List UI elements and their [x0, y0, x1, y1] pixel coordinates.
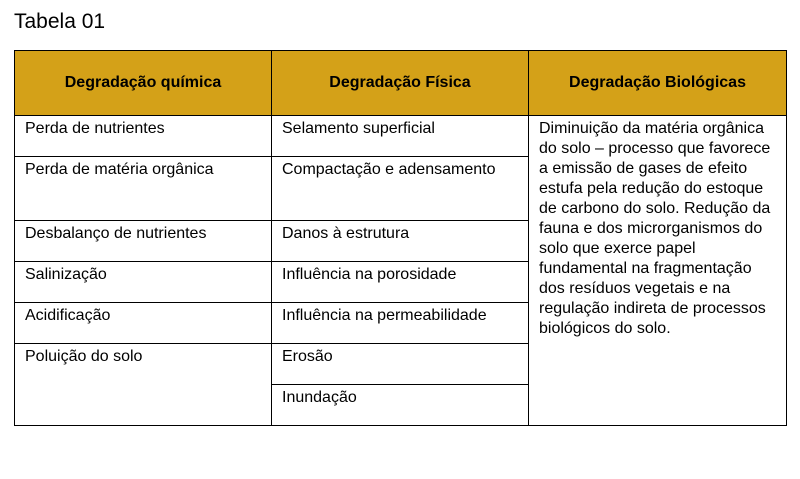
- cell-fisica: Compactação e adensamento: [272, 157, 529, 221]
- cell-fisica: Influência na porosidade: [272, 262, 529, 303]
- header-biologica: Degradação Biológicas: [529, 51, 787, 116]
- header-fisica: Degradação Física: [272, 51, 529, 116]
- header-quimica: Degradação química: [15, 51, 272, 116]
- cell-fisica: Influência na permeabilidade: [272, 303, 529, 344]
- cell-fisica: Danos à estrutura: [272, 221, 529, 262]
- cell-fisica: Inundação: [272, 385, 529, 426]
- cell-quimica: Perda de matéria orgânica: [15, 157, 272, 221]
- cell-quimica: Salinização: [15, 262, 272, 303]
- cell-quimica: Desbalanço de nutrientes: [15, 221, 272, 262]
- cell-quimica: Poluição do solo: [15, 344, 272, 426]
- cell-quimica: Perda de nutrientes: [15, 116, 272, 157]
- table-row: [15, 116, 787, 157]
- cell-quimica: Acidificação: [15, 303, 272, 344]
- degradation-table: [14, 50, 787, 426]
- cell-biologica: Diminuição da matéria orgânica do solo – processo que favorece a emissão de gases de efeito estufa pela redução do estoque de carbono do solo. Redução da fauna e dos microrganismos do solo que exerce papel fundamental na fragmentação dos resíduos vegetais e na regulação indireta de processos biológicos do solo.: [529, 116, 787, 426]
- table-caption: Tabela 01: [14, 10, 106, 33]
- cell-fisica: Erosão: [272, 344, 529, 385]
- header-row: [15, 51, 787, 116]
- cell-fisica: Selamento superficial: [272, 116, 529, 157]
